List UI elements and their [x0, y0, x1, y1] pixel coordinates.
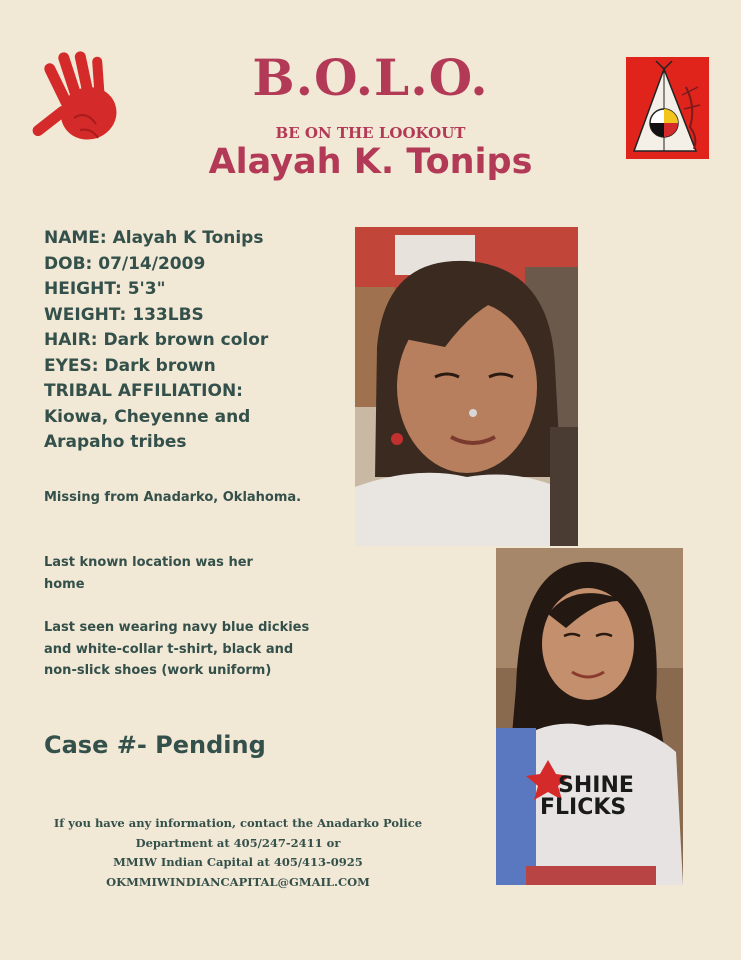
missing-person-name: Alayah K. Tonips	[208, 142, 533, 182]
contact-line: OKMMIWINDIANCAPITAL@GMAIL.COM	[106, 874, 370, 889]
shirt-text-line-2: FLICKS	[540, 795, 627, 820]
lookout-subtitle: BE ON THE LOOKOUT	[275, 124, 466, 142]
detail-line: DOB: 07/14/2009	[44, 253, 206, 274]
detail-line: WEIGHT: 133LBS	[44, 304, 204, 325]
detail-line: Kiowa, Cheyenne and	[44, 406, 251, 427]
detail-line: HEIGHT: 5'3"	[44, 279, 166, 299]
shirt-text-line-1: SHINE	[558, 773, 634, 798]
last-seen-text: Last seen wearing navy blue dickies and white-collar t-shirt, black and non-slick shoes (work uniform)	[44, 620, 310, 678]
last-location-text: Last known location was her home	[44, 555, 253, 592]
detail-line: EYES: Dark brown	[44, 355, 216, 376]
person-details	[44, 226, 344, 456]
photo-portrait-1	[355, 227, 578, 546]
contact-line: Department at 405/247-2411 or	[135, 835, 341, 850]
detail-line: Arapaho tribes	[44, 432, 187, 452]
missing-from-text: Missing from Anadarko, Oklahoma.	[44, 490, 302, 505]
contact-line: MMIW Indian Capital at 405/413-0925	[113, 855, 363, 869]
contact-info	[38, 814, 438, 892]
detail-line: NAME: Alayah K Tonips	[44, 228, 264, 248]
case-number: Case #- Pending	[44, 731, 266, 759]
bolo-title: B.O.L.O.	[252, 48, 489, 107]
detail-line: HAIR: Dark brown color	[44, 330, 269, 350]
detail-line: TRIBAL AFFILIATION:	[44, 381, 243, 401]
contact-line: If you have any information, contact the Anadarko Police	[53, 816, 423, 830]
photo-portrait-2	[496, 548, 683, 885]
